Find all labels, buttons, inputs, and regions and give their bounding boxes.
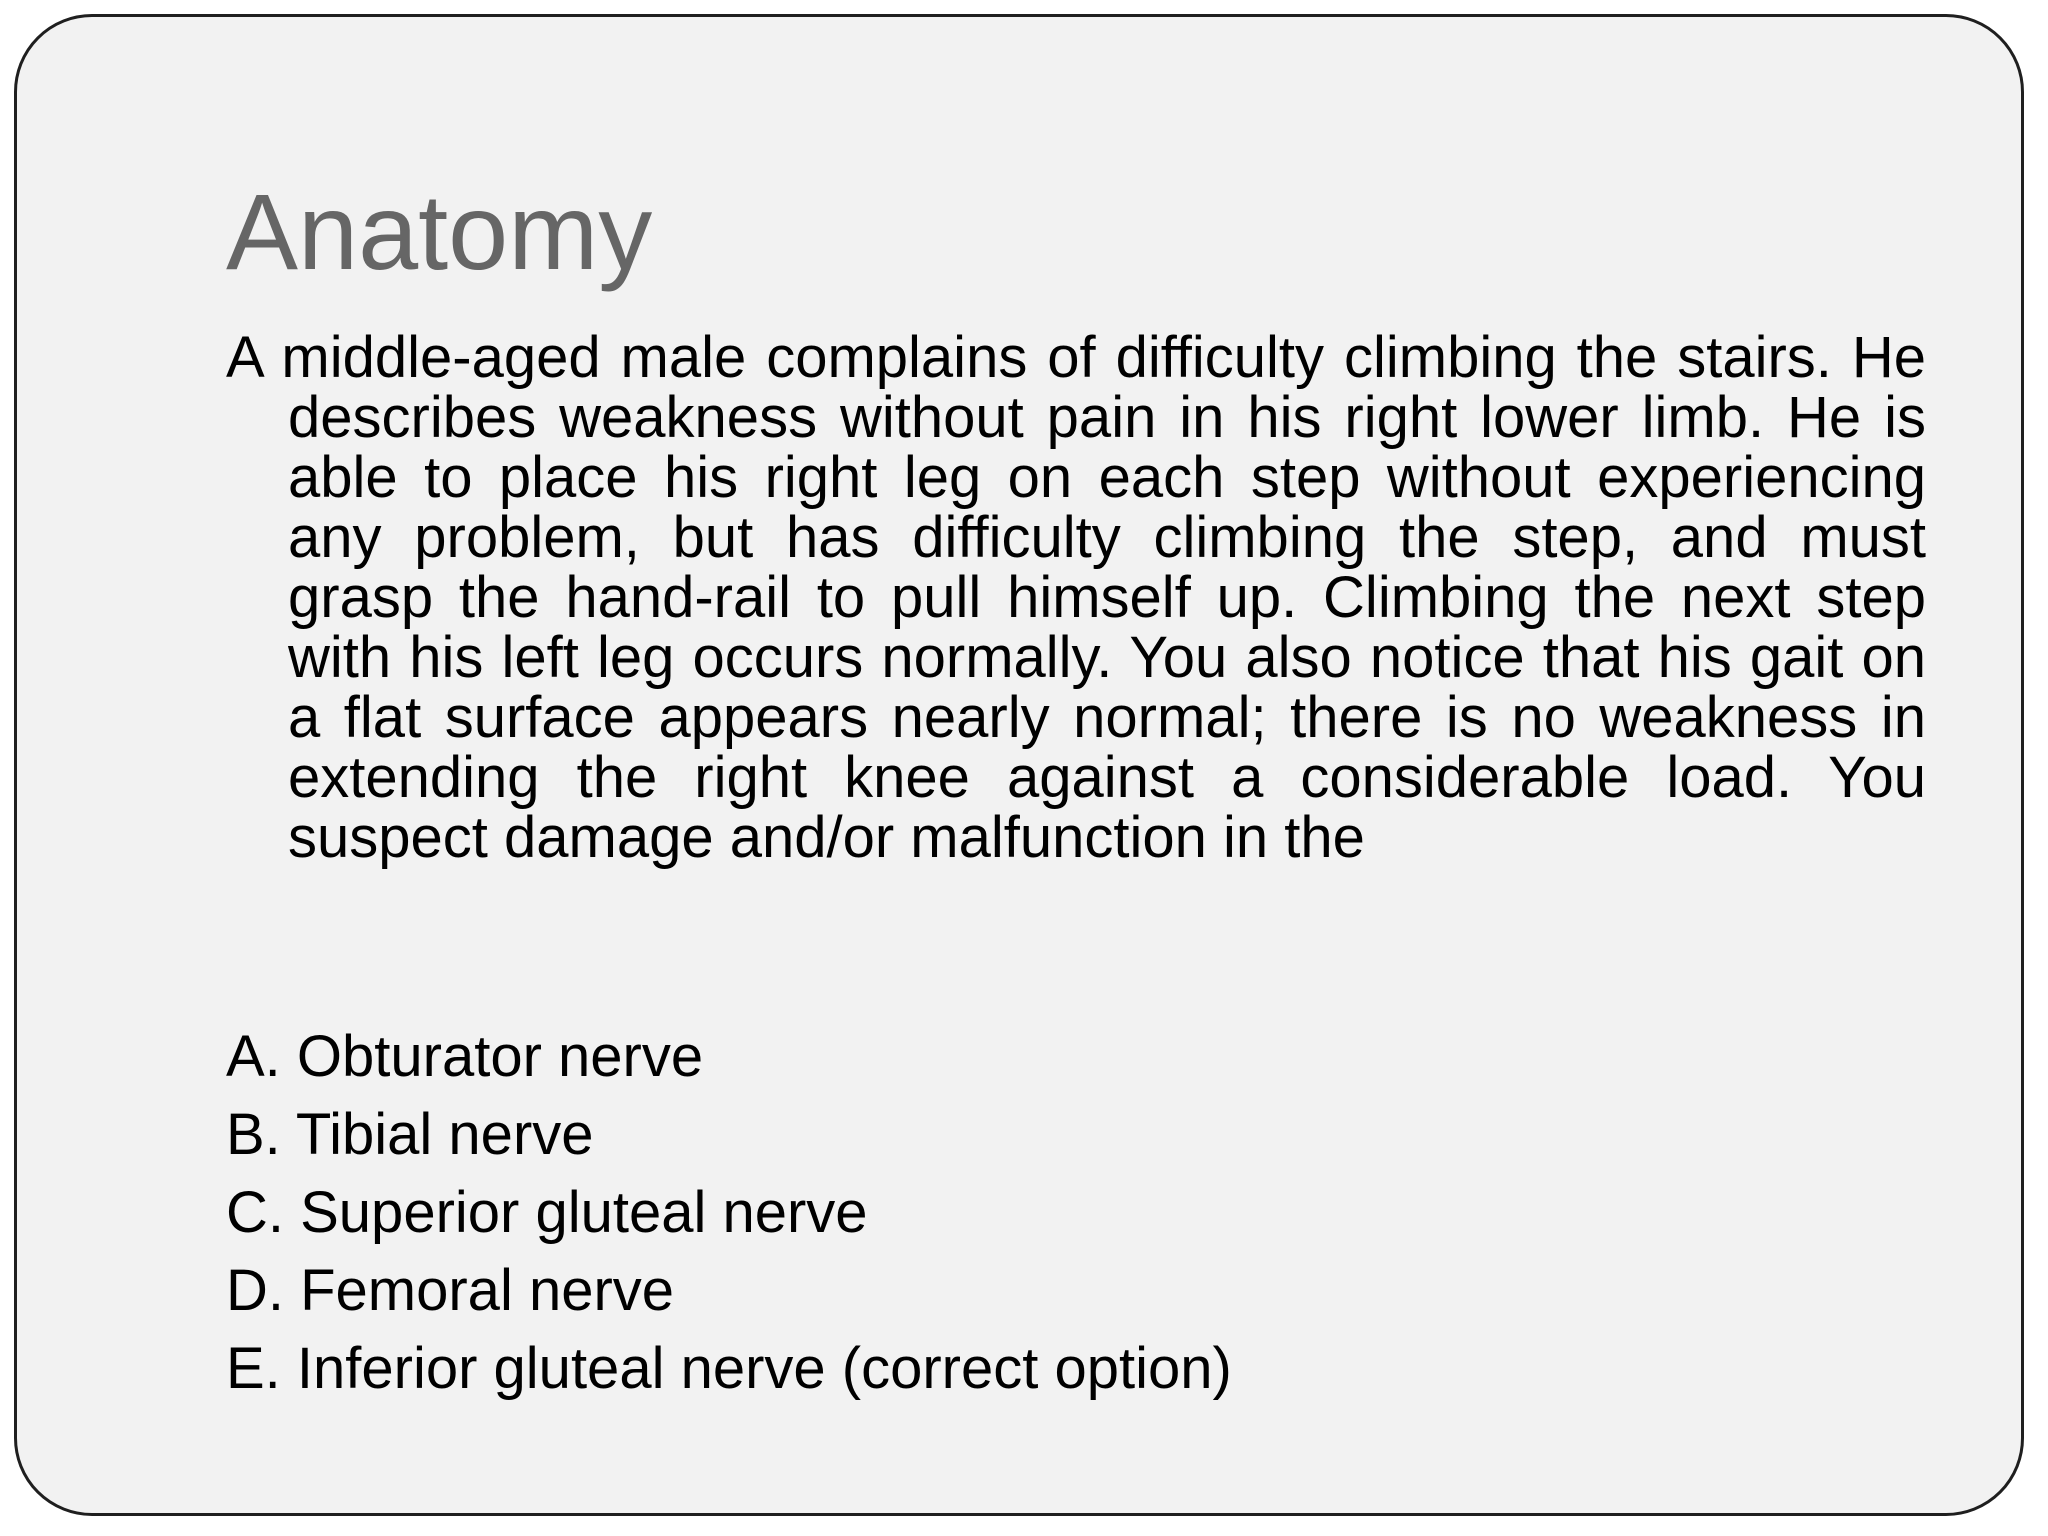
answer-option-b: B. Tibial nerve [226,1102,594,1167]
slide-title: Anatomy [226,171,653,292]
answer-option-d: D. Femoral nerve [226,1258,675,1323]
answer-option-a: A. Obturator nerve [226,1024,704,1089]
question-text: A middle-aged male complains of difficulty climbing the stairs. He describes weakness without pain in his right lower limb. He is able to place his right leg on each step without experiencing any problem, but has difficulty climbing the step, and must grasp the hand-rail to pull himself up. Climbing the next step with his left leg occurs normally. You also notice that his gait on a flat surface appears nearly normal; there is no weakness in extending the right knee against a considerable load. You suspect damage and/or malfunction in the [226,325,1926,870]
answer-options-list [226,1018,1232,1408]
answer-option-c: C. Superior gluteal nerve [226,1180,868,1245]
answer-option-e: E. Inferior gluteal nerve (correct option) [226,1336,1232,1401]
